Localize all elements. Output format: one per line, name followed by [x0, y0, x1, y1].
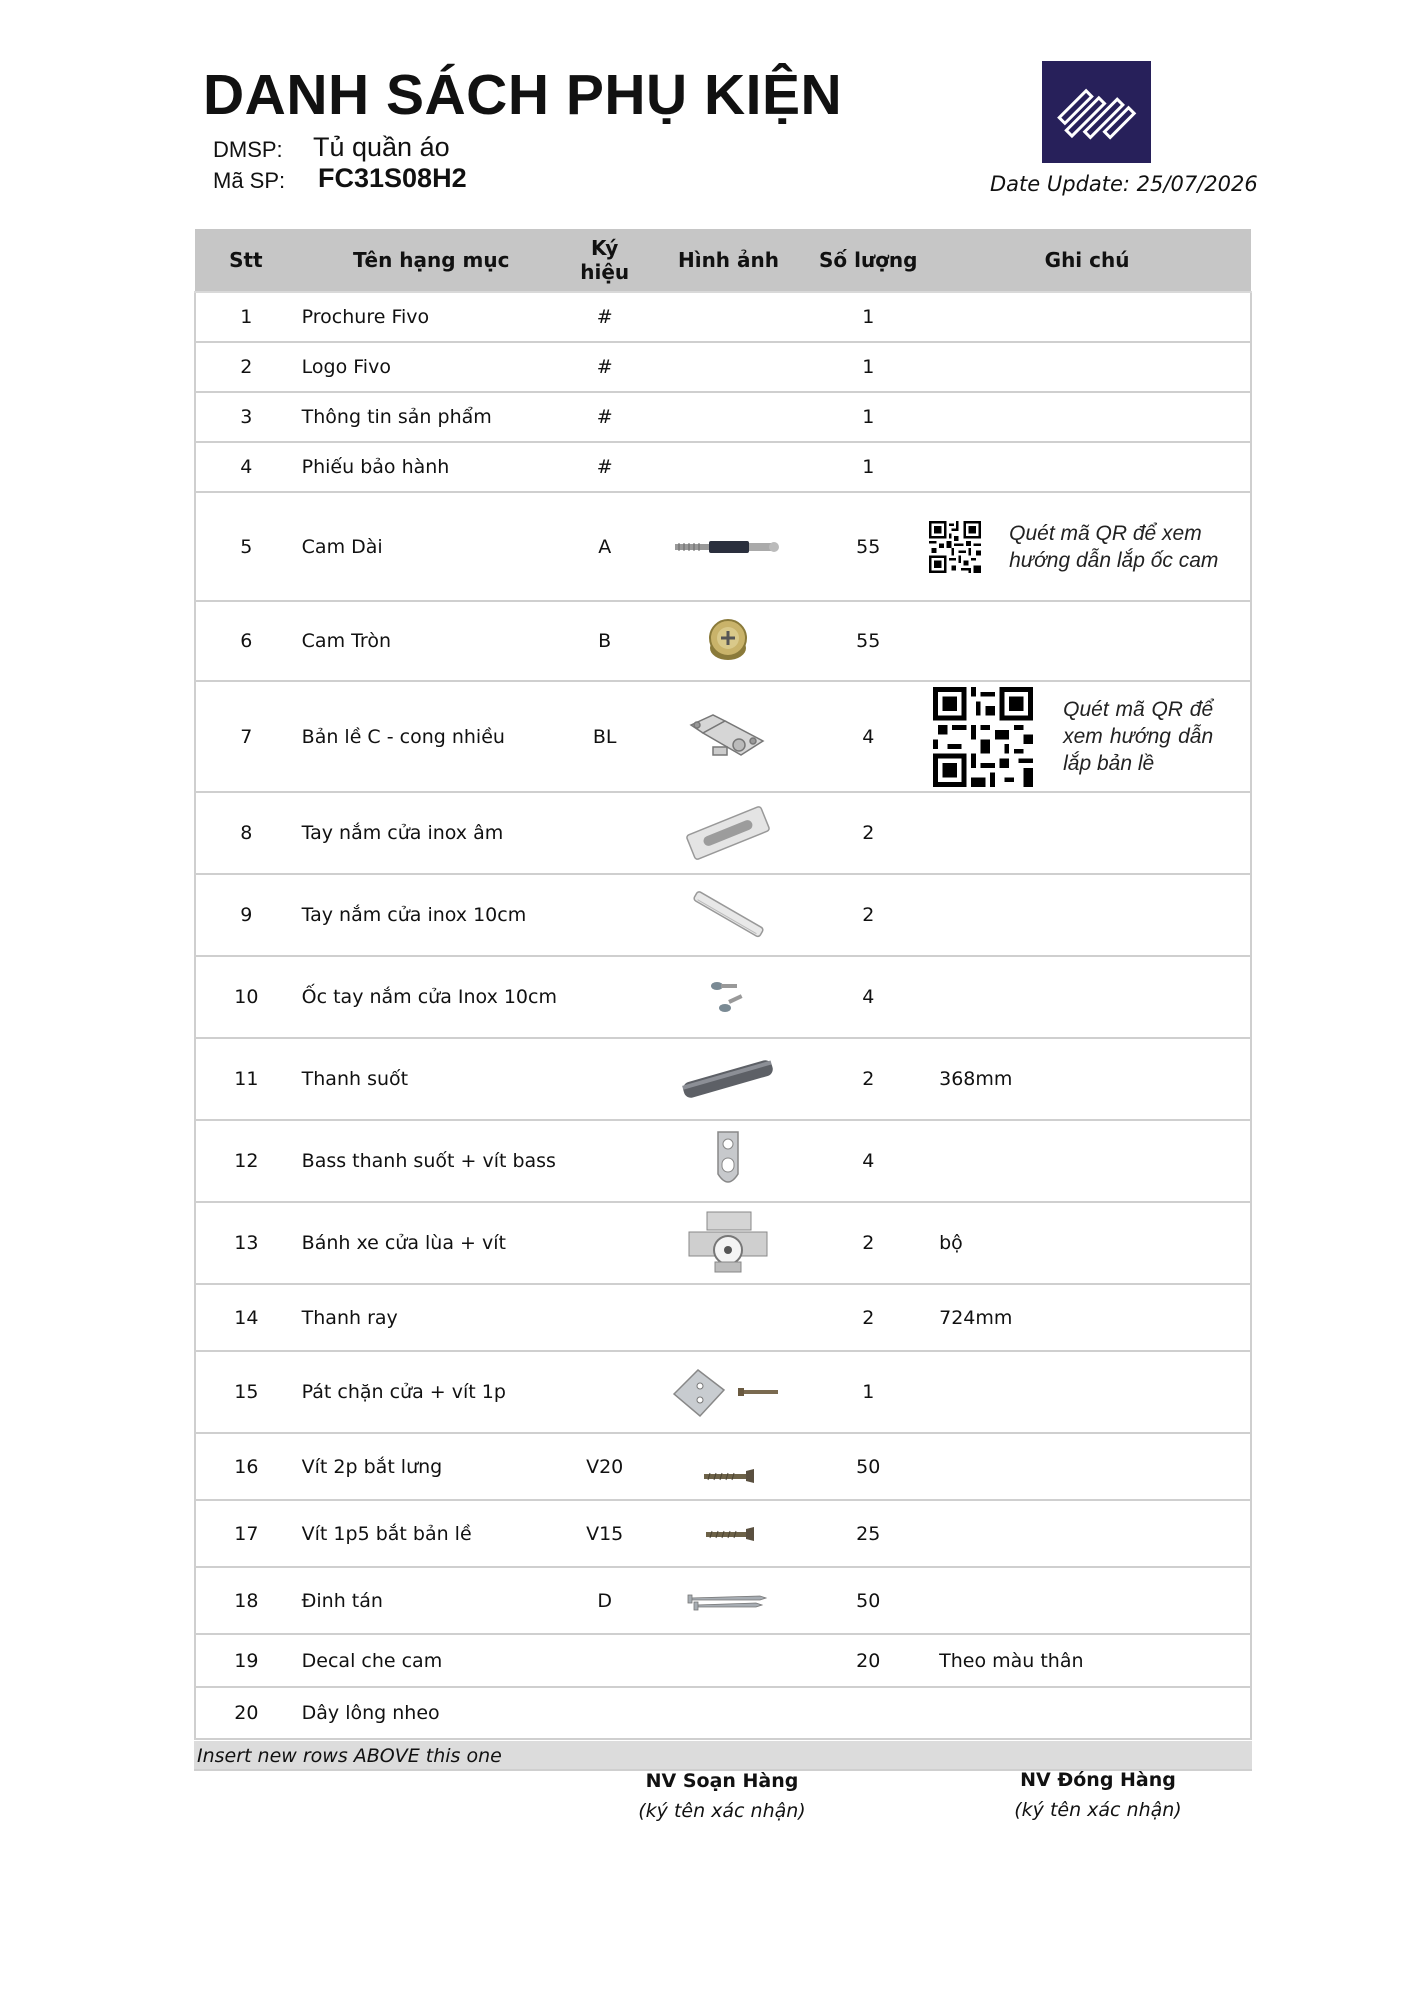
- accessory-table: [194, 229, 1252, 1740]
- table-row: [195, 442, 1251, 492]
- handle-screws-icon: [703, 972, 753, 1022]
- cell-qty: [813, 1687, 923, 1739]
- qr-code-hinge-icon: [933, 687, 1033, 787]
- cell-note: [923, 792, 1251, 874]
- cell-name: Cam Dài: [297, 492, 566, 601]
- table-row: [195, 681, 1251, 792]
- cell-note: 368mm: [923, 1038, 1251, 1120]
- table-row: [195, 1284, 1251, 1351]
- signature-role-right: NV Đóng Hàng: [1020, 1769, 1176, 1791]
- cell-name: Phiếu bảo hành: [297, 442, 566, 492]
- cell-name: Vít 2p bắt lưng: [297, 1433, 566, 1500]
- table-row: [195, 392, 1251, 442]
- signature-boxer: [988, 1769, 1208, 1821]
- nails-icon: [686, 1588, 770, 1614]
- dmsp-value: Tủ quần áo: [313, 132, 450, 162]
- qr-note-hinge: Quét mã QR để xem hướng dẫn lắp bản lề: [1063, 698, 1214, 775]
- cell-qty: 55: [813, 601, 923, 681]
- cell-note: [923, 1500, 1251, 1567]
- cell-code: A: [566, 492, 644, 601]
- cell-stt: 10: [195, 956, 297, 1038]
- table-row: [195, 1038, 1251, 1120]
- cell-name: Đinh tán: [297, 1567, 566, 1634]
- cell-stt: 11: [195, 1038, 297, 1120]
- table-row: [195, 1202, 1251, 1284]
- cell-code: #: [566, 442, 644, 492]
- cell-image: [644, 292, 814, 342]
- cell-qty: 1: [813, 1351, 923, 1433]
- masp-label: Mã SP:: [213, 168, 286, 193]
- cell-image: [644, 392, 814, 442]
- cell-code: [566, 956, 644, 1038]
- bar-handle-icon: [686, 885, 770, 945]
- rod-bracket-icon: [708, 1128, 748, 1194]
- cell-qty: 55: [813, 492, 923, 601]
- hinge-icon: [683, 707, 773, 767]
- table-row: [195, 792, 1251, 874]
- brand-logo-icon: [1042, 61, 1151, 163]
- cell-stt: 16: [195, 1433, 297, 1500]
- cell-qty: 1: [813, 392, 923, 442]
- cell-note: [923, 292, 1251, 342]
- cell-name: Prochure Fivo: [297, 292, 566, 342]
- cell-stt: 17: [195, 1500, 297, 1567]
- cell-stt: 9: [195, 874, 297, 956]
- signature-hint-right: (ký tên xác nhận): [1014, 1799, 1182, 1821]
- cell-code: [566, 1351, 644, 1433]
- cell-qty: 25: [813, 1500, 923, 1567]
- round-cam-lock-icon: [703, 616, 753, 666]
- cell-qty: 50: [813, 1433, 923, 1500]
- cell-note: [923, 1120, 1251, 1202]
- cell-image: [644, 1634, 814, 1687]
- cell-code: [566, 1284, 644, 1351]
- date-update: Date Update: 25/07/2026: [990, 172, 1258, 196]
- door-stop-plate-icon: [668, 1364, 788, 1420]
- table-row: [195, 956, 1251, 1038]
- cell-name: Pát chặn cửa + vít 1p: [297, 1351, 566, 1433]
- cell-qty: 4: [813, 956, 923, 1038]
- cell-name: Thông tin sản phẩm: [297, 392, 566, 442]
- cell-stt: 6: [195, 601, 297, 681]
- hanging-rod-icon: [678, 1051, 778, 1107]
- cell-name: Dây lông nheo: [297, 1687, 566, 1739]
- cell-image: [644, 442, 814, 492]
- table-row: [195, 492, 1251, 601]
- cell-stt: 14: [195, 1284, 297, 1351]
- cell-stt: 4: [195, 442, 297, 492]
- cell-name: Thanh ray: [297, 1284, 566, 1351]
- cell-name: Bản lề C - cong nhiều: [297, 681, 566, 792]
- cell-code: V20: [566, 1433, 644, 1500]
- col-header-stt: Stt: [195, 229, 297, 292]
- cell-note: Theo màu thân: [923, 1634, 1251, 1687]
- col-header-code: Ký hiệu: [566, 229, 644, 292]
- cell-note: 724mm: [923, 1284, 1251, 1351]
- col-header-image: Hình ảnh: [644, 229, 814, 292]
- cell-name: Bass thanh suốt + vít bass: [297, 1120, 566, 1202]
- cell-code: V15: [566, 1500, 644, 1567]
- table-row: [195, 292, 1251, 342]
- cell-stt: 1: [195, 292, 297, 342]
- cell-note: [923, 1567, 1251, 1634]
- col-header-qty: Số lượng: [813, 229, 923, 292]
- cell-qty: 2: [813, 1284, 923, 1351]
- table-row: [195, 1634, 1251, 1687]
- qr-code-cam-icon: [929, 503, 981, 591]
- cell-code: #: [566, 292, 644, 342]
- cell-name: Vít 1p5 bắt bản lề: [297, 1500, 566, 1567]
- cell-qty: 4: [813, 681, 923, 792]
- table-row: [195, 1120, 1251, 1202]
- cell-code: [566, 792, 644, 874]
- recessed-handle-icon: [680, 798, 776, 868]
- cell-qty: 2: [813, 874, 923, 956]
- table-row: [195, 1567, 1251, 1634]
- table-header-row: [195, 229, 1251, 292]
- cell-note: [923, 442, 1251, 492]
- cell-name: Cam Tròn: [297, 601, 566, 681]
- cell-stt: 7: [195, 681, 297, 792]
- insert-rows-hint: Insert new rows ABOVE this one: [194, 1741, 1252, 1771]
- cell-qty: 2: [813, 1038, 923, 1120]
- cell-code: BL: [566, 681, 644, 792]
- long-cam-bolt-icon: [673, 535, 783, 559]
- signature-hint-left: (ký tên xác nhận): [638, 1800, 806, 1822]
- table-row: [195, 1433, 1251, 1500]
- cell-name: Ốc tay nắm cửa Inox 10cm: [297, 956, 566, 1038]
- cell-note: bộ: [923, 1202, 1251, 1284]
- cell-note: [923, 601, 1251, 681]
- cell-code: #: [566, 342, 644, 392]
- masp-value: FC31S08H2: [318, 163, 467, 193]
- cell-qty: 2: [813, 1202, 923, 1284]
- sliding-wheel-icon: [683, 1210, 773, 1276]
- cell-code: B: [566, 601, 644, 681]
- cell-stt: 13: [195, 1202, 297, 1284]
- cell-stt: 2: [195, 342, 297, 392]
- cell-qty: 1: [813, 342, 923, 392]
- cell-stt: 15: [195, 1351, 297, 1433]
- cell-stt: 8: [195, 792, 297, 874]
- page-title: DANH SÁCH PHỤ KIỆN: [203, 63, 843, 127]
- cell-code: [566, 1038, 644, 1120]
- cell-code: [566, 1120, 644, 1202]
- cell-stt: 3: [195, 392, 297, 442]
- cell-stt: 18: [195, 1567, 297, 1634]
- table-row: [195, 1687, 1251, 1739]
- cell-name: Bánh xe cửa lùa + vít: [297, 1202, 566, 1284]
- cell-code: [566, 1634, 644, 1687]
- cell-qty: 20: [813, 1634, 923, 1687]
- cell-image: [644, 1687, 814, 1739]
- cell-stt: 20: [195, 1687, 297, 1739]
- cell-name: Logo Fivo: [297, 342, 566, 392]
- cell-code: #: [566, 392, 644, 442]
- screw-icon: [698, 1463, 758, 1489]
- cell-note: [923, 1687, 1251, 1739]
- cell-qty: 1: [813, 442, 923, 492]
- table-row: [195, 874, 1251, 956]
- signature-packer: [612, 1770, 832, 1822]
- cell-code: [566, 874, 644, 956]
- dmsp-label: DMSP:: [213, 137, 283, 162]
- signature-role-left: NV Soạn Hàng: [645, 1770, 799, 1792]
- cell-code: [566, 1202, 644, 1284]
- cell-qty: 50: [813, 1567, 923, 1634]
- cell-stt: 5: [195, 492, 297, 601]
- cell-note: [923, 1351, 1251, 1433]
- screw-icon: [698, 1521, 758, 1547]
- cell-note: [923, 342, 1251, 392]
- cell-note: [923, 1433, 1251, 1500]
- table-row: [195, 1500, 1251, 1567]
- cell-name: Tay nắm cửa inox âm: [297, 792, 566, 874]
- table-row: [195, 601, 1251, 681]
- cell-image: [644, 342, 814, 392]
- cell-stt: 19: [195, 1634, 297, 1687]
- cell-note: [923, 392, 1251, 442]
- col-header-name: Tên hạng mục: [297, 229, 566, 292]
- cell-qty: 4: [813, 1120, 923, 1202]
- cell-note: [923, 956, 1251, 1038]
- cell-name: Decal che cam: [297, 1634, 566, 1687]
- qr-note-cam: Quét mã QR để xem hướng dẫn lắp ốc cam: [1009, 521, 1219, 572]
- cell-image: [644, 1284, 814, 1351]
- cell-name: Tay nắm cửa inox 10cm: [297, 874, 566, 956]
- table-row: [195, 1351, 1251, 1433]
- col-header-note: Ghi chú: [923, 229, 1251, 292]
- cell-qty: 2: [813, 792, 923, 874]
- cell-qty: 1: [813, 292, 923, 342]
- cell-code: [566, 1687, 644, 1739]
- cell-name: Thanh suốt: [297, 1038, 566, 1120]
- cell-note: [923, 874, 1251, 956]
- cell-code: D: [566, 1567, 644, 1634]
- cell-stt: 12: [195, 1120, 297, 1202]
- table-row: [195, 342, 1251, 392]
